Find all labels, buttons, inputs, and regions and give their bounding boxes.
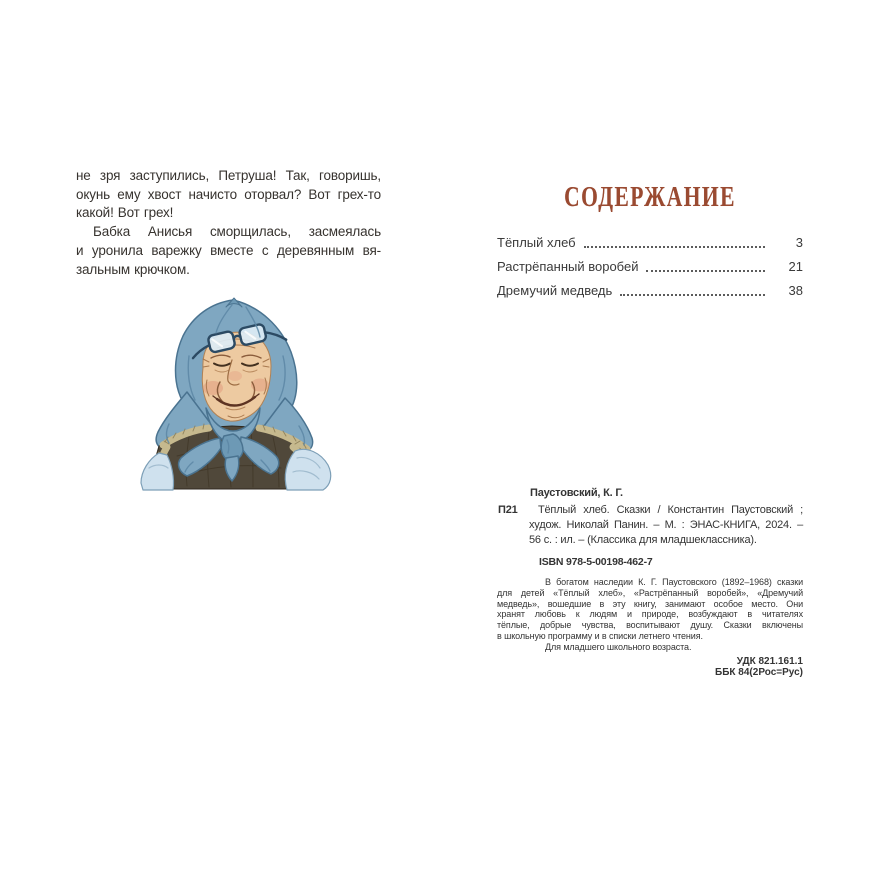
text-line: окунь ему хвост начисто оторвал? Вот грех-то	[76, 186, 381, 202]
annotation	[497, 577, 803, 653]
author-heading: Паустовский, К. Г.	[530, 487, 623, 499]
toc-entry-page: 3	[795, 235, 803, 250]
toc-entry-title: Тёплый хлеб	[497, 235, 576, 250]
text-line: для детей «Тёплый хлеб», «Растрёпанный воробей», «Дремучий	[497, 587, 803, 598]
toc-entry	[497, 259, 803, 274]
toc-entry-page: 38	[788, 283, 803, 298]
text-line: в школьную программу и в списки летнего чтения.	[497, 630, 703, 641]
text-line: не зря заступились, Петруша! Так, говоришь,	[76, 168, 381, 183]
text-line: медведь», вошедшие в эту книгу, занимают особое место. Они	[497, 598, 803, 609]
text-line: хранят любовь к людям и природе, возбуждают в читателях	[497, 609, 803, 620]
bibliographic-description	[529, 503, 803, 548]
dot-leader	[620, 294, 765, 296]
udc-index: УДК 821.161.1	[736, 655, 803, 667]
author-mark: П21	[498, 504, 518, 516]
audience-note: Для младшего школьного возраста.	[545, 641, 692, 652]
dot-leader	[646, 270, 765, 272]
text-line: худож. Николай Панин. – М. : ЭНАС-КНИГА, 2024. –	[529, 519, 803, 531]
toc-entry-title: Дремучий медведь	[497, 283, 613, 298]
contents-heading: СОДЕРЖАНИЕ	[564, 181, 736, 213]
story-text-block	[76, 167, 381, 279]
text-line: зальным крючком.	[76, 261, 190, 277]
text-line: и уронила варежку вместе с деревянным вя-	[76, 242, 381, 258]
text-line: В богатом наследии К. Г. Паустовского (1892–1968) сказки	[545, 577, 803, 587]
bbk-index: ББК 84(2Рос=Рус)	[715, 667, 803, 679]
text-line: тёплые, добрые чувства, воспитывают душу. Сказки включены	[497, 620, 803, 631]
babushka-illustration	[129, 296, 341, 492]
bibliographic-record	[497, 503, 803, 548]
dot-leader	[584, 246, 765, 248]
text-line: какой! Вот грех!	[76, 205, 174, 221]
table-of-contents	[497, 235, 803, 307]
toc-entry-title: Растрёпанный воробей	[497, 259, 639, 274]
toc-entry	[497, 235, 803, 250]
toc-entry	[497, 283, 803, 298]
text-line: Бабка Анисья сморщилась, засмеялась	[93, 224, 381, 240]
catalog-card	[497, 486, 803, 679]
text-line: Тёплый хлеб. Сказки / Константин Паустовский ;	[538, 504, 803, 516]
isbn: ISBN 978-5-00198-462-7	[539, 556, 653, 568]
toc-entry-page: 21	[788, 259, 803, 274]
text-line: 56 с. : ил. – (Классика для младшеклассника).	[529, 534, 757, 546]
